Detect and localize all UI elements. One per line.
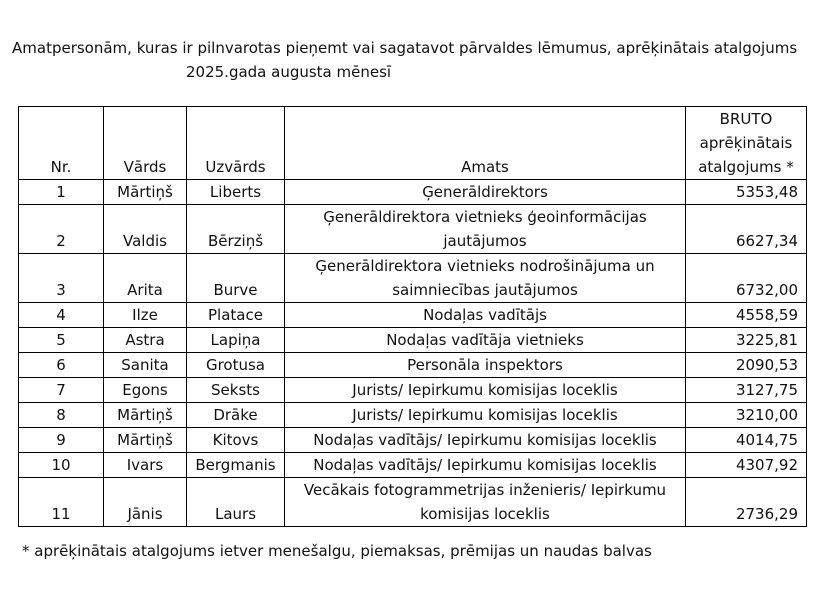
cell-amats: Nodaļas vadītājs/ Iepirkumu komisijas loceklis (285, 428, 686, 453)
cell-summa: 3127,75 (686, 378, 807, 403)
cell-amats: Ģenerāldirektora vietnieks ģeoinformācijas jautājumos (285, 205, 686, 254)
cell-amats: Nodaļas vadītāja vietnieks (285, 328, 686, 353)
table-header-row (19, 107, 807, 180)
cell-vards: Mārtiņš (104, 428, 187, 453)
cell-vards: Astra (104, 328, 187, 353)
cell-vards: Ivars (104, 453, 187, 478)
cell-nr: 7 (19, 378, 104, 403)
cell-amats: Ģenerāldirektors (285, 180, 686, 205)
cell-summa: 2090,53 (686, 353, 807, 378)
cell-uzvards: Drāke (187, 403, 285, 428)
cell-vards: Valdis (104, 205, 187, 254)
cell-nr: 4 (19, 303, 104, 328)
cell-summa: 6627,34 (686, 205, 807, 254)
table-row (19, 428, 807, 453)
cell-uzvards: Lapiņa (187, 328, 285, 353)
cell-nr: 1 (19, 180, 104, 205)
cell-uzvards: Burve (187, 254, 285, 303)
cell-uzvards: Bērziņš (187, 205, 285, 254)
cell-uzvards: Kitovs (187, 428, 285, 453)
table-row (19, 453, 807, 478)
table-row (19, 180, 807, 205)
cell-summa: 4014,75 (686, 428, 807, 453)
header-nr: Nr. (19, 107, 104, 180)
cell-vards: Mārtiņš (104, 403, 187, 428)
cell-vards: Jānis (104, 478, 187, 527)
cell-vards: Arita (104, 254, 187, 303)
table-row (19, 353, 807, 378)
table-row (19, 328, 807, 353)
cell-uzvards: Grotusa (187, 353, 285, 378)
salary-table (18, 106, 807, 527)
cell-uzvards: Seksts (187, 378, 285, 403)
table-row (19, 205, 807, 254)
table-row (19, 378, 807, 403)
cell-nr: 3 (19, 254, 104, 303)
header-vards: Vārds (104, 107, 187, 180)
cell-amats: Nodaļas vadītājs (285, 303, 686, 328)
cell-nr: 2 (19, 205, 104, 254)
header-amats: Amats (285, 107, 686, 180)
cell-uzvards: Bergmanis (187, 453, 285, 478)
cell-uzvards: Liberts (187, 180, 285, 205)
table-row (19, 254, 807, 303)
cell-amats: Jurists/ Iepirkumu komisijas loceklis (285, 403, 686, 428)
cell-nr: 11 (19, 478, 104, 527)
cell-amats: Jurists/ Iepirkumu komisijas loceklis (285, 378, 686, 403)
header-bruto: BRUTO aprēķinātais atalgojums * (686, 107, 807, 180)
table-row (19, 403, 807, 428)
table-row (19, 303, 807, 328)
cell-vards: Ilze (104, 303, 187, 328)
cell-amats: Vecākais fotogrammetrijas inženieris/ Iepirkumu komisijas loceklis (285, 478, 686, 527)
table-row (19, 478, 807, 527)
header-uzvards: Uzvārds (187, 107, 285, 180)
footnote: * aprēķinātais atalgojums ietver menešalgu, piemaksas, prēmijas un naudas balvas (22, 542, 652, 560)
cell-amats: Ģenerāldirektora vietnieks nodrošinājuma un saimniecības jautājumos (285, 254, 686, 303)
cell-nr: 6 (19, 353, 104, 378)
cell-summa: 3225,81 (686, 328, 807, 353)
cell-summa: 5353,48 (686, 180, 807, 205)
title-line-1: Amatpersonām, kuras ir pilnvarotas pieņemt vai sagatavot pārvaldes lēmumus, aprēķinātais atalgojums (12, 39, 798, 57)
title-line-2: 2025.gada augusta mēnesī (186, 63, 392, 81)
cell-uzvards: Platace (187, 303, 285, 328)
cell-summa: 4558,59 (686, 303, 807, 328)
cell-summa: 3210,00 (686, 403, 807, 428)
cell-amats: Nodaļas vadītājs/ Iepirkumu komisijas loceklis (285, 453, 686, 478)
cell-nr: 9 (19, 428, 104, 453)
cell-vards: Sanita (104, 353, 187, 378)
cell-nr: 5 (19, 328, 104, 353)
cell-summa: 6732,00 (686, 254, 807, 303)
cell-vards: Egons (104, 378, 187, 403)
cell-summa: 4307,92 (686, 453, 807, 478)
cell-summa: 2736,29 (686, 478, 807, 527)
cell-nr: 10 (19, 453, 104, 478)
cell-vards: Mārtiņš (104, 180, 187, 205)
cell-nr: 8 (19, 403, 104, 428)
cell-amats: Personāla inspektors (285, 353, 686, 378)
cell-uzvards: Laurs (187, 478, 285, 527)
